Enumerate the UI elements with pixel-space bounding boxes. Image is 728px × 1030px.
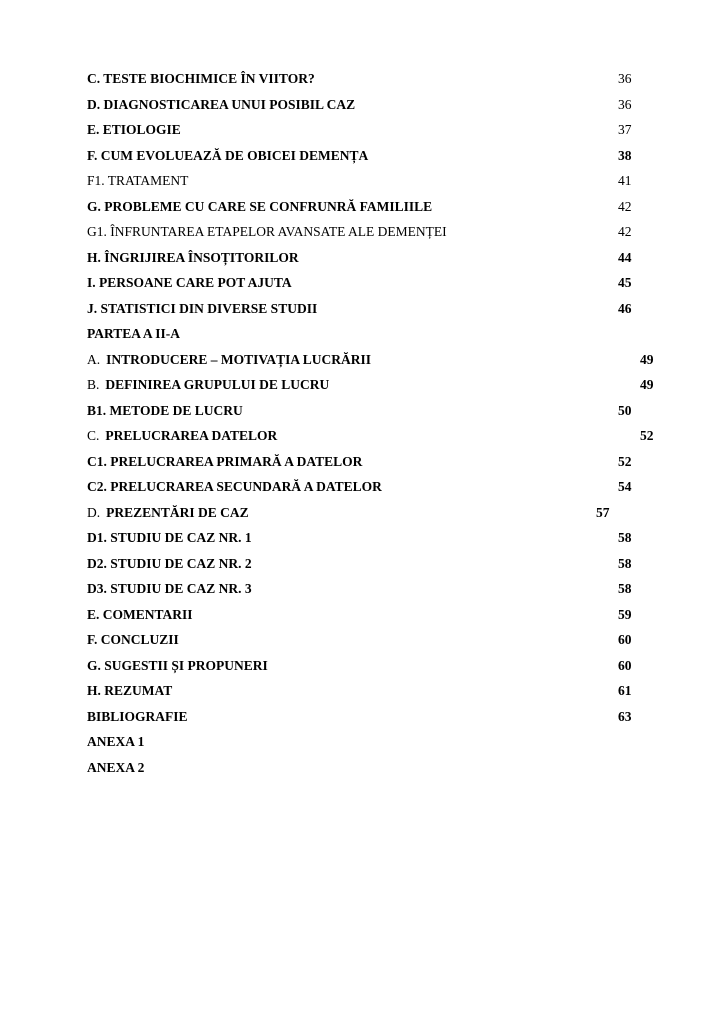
toc-entry: [0, 117, 728, 143]
toc-entry-title: [87, 372, 329, 398]
toc-entry: [0, 653, 728, 679]
toc-entry-page: 59: [618, 606, 632, 622]
toc-entry-text: DEFINIREA GRUPULUI DE LUCRU: [105, 377, 330, 392]
toc-entry: [0, 219, 728, 245]
toc-entry-page: 57: [596, 504, 610, 520]
toc-entry-page: 42: [618, 198, 632, 214]
toc-entry-page: 36: [618, 71, 632, 86]
toc-entry: [0, 270, 728, 296]
toc-entry: [0, 168, 728, 194]
toc-entry-title: D3. STUDIU DE CAZ NR. 3: [87, 581, 252, 596]
toc-entry-letter: C.: [87, 428, 100, 443]
toc-entry-title: ANEXA 1: [87, 734, 145, 749]
toc-entry-title: J. STATISTICI DIN DIVERSE STUDII: [87, 300, 318, 316]
toc-entry-page: 44: [618, 249, 632, 265]
toc-entry-letter: D.: [87, 504, 101, 520]
toc-entry-title: ANEXA 2: [87, 759, 145, 775]
toc-entry: [0, 143, 728, 169]
toc-entry: [0, 602, 728, 628]
toc-entry-page: 38: [618, 147, 632, 163]
toc-entry-title: D1. STUDIU DE CAZ NR. 1: [87, 530, 252, 545]
toc-entry: [0, 449, 728, 475]
toc-entry-title: G. SUGESTII ȘI PROPUNERI: [87, 657, 268, 673]
toc-entry: [0, 423, 728, 449]
toc-entry-page: 42: [618, 224, 632, 239]
toc-entry-page: 52: [618, 453, 632, 469]
toc-entry: [0, 296, 728, 322]
toc-entry-title: [87, 500, 249, 526]
toc-entry-title: G1. ÎNFRUNTAREA ETAPELOR AVANSATE ALE DEMENȚEI: [87, 224, 447, 239]
table-of-contents: [0, 66, 728, 780]
toc-entry: [0, 678, 728, 704]
toc-entry-title: [87, 347, 371, 373]
toc-entry: [0, 474, 728, 500]
toc-entry-title: C1. PRELUCRAREA PRIMARĂ A DATELOR: [87, 453, 363, 469]
toc-entry: [0, 372, 728, 398]
toc-entry-letter: B.: [87, 377, 100, 392]
toc-entry-page: 50: [618, 402, 632, 418]
toc-entry-title: E. COMENTARII: [87, 606, 193, 622]
toc-entry: [0, 729, 728, 755]
toc-entry-page: 63: [618, 708, 632, 724]
toc-entry-page: 60: [618, 657, 632, 673]
toc-entry: [0, 245, 728, 271]
toc-entry-page: 46: [618, 300, 632, 316]
toc-entry-page: 61: [618, 683, 632, 698]
toc-entry-text: PRELUCRAREA DATELOR: [105, 428, 278, 443]
toc-entry: [0, 704, 728, 730]
toc-entry-page: 58: [618, 581, 632, 596]
toc-entry: [0, 755, 728, 781]
toc-entry: [0, 347, 728, 373]
toc-entry-page: 52: [640, 428, 654, 443]
toc-entry-page: 58: [618, 530, 632, 545]
toc-entry-letter: A.: [87, 351, 101, 367]
toc-entry-page: 54: [618, 479, 632, 494]
toc-entry-title: F. CUM EVOLUEAZĂ DE OBICEI DEMENȚA: [87, 147, 369, 163]
toc-entry-title: G. PROBLEME CU CARE SE CONFRUNRĂ FAMILIILE: [87, 198, 433, 214]
toc-entry: [0, 194, 728, 220]
toc-entry-page: 58: [618, 555, 632, 571]
toc-entry: [0, 551, 728, 577]
toc-entry-title: H. REZUMAT: [87, 683, 173, 698]
toc-entry-text: PREZENTĂRI DE CAZ: [106, 504, 249, 520]
toc-entry-page: 37: [618, 122, 632, 137]
toc-entry-title: C. TESTE BIOCHIMICE ÎN VIITOR?: [87, 71, 315, 86]
toc-part-heading: [0, 321, 728, 347]
toc-entry: [0, 576, 728, 602]
toc-entry-title: F1. TRATAMENT: [87, 173, 189, 188]
toc-entry-page: 45: [618, 275, 632, 290]
toc-entry-page: 41: [618, 173, 632, 188]
toc-entry-title: F. CONCLUZII: [87, 632, 179, 647]
toc-entry-text: INTRODUCERE – MOTIVAȚIA LUCRĂRII: [106, 351, 372, 367]
toc-entry-title: C2. PRELUCRAREA SECUNDARĂ A DATELOR: [87, 479, 382, 494]
toc-entry-title: B1. METODE DE LUCRU: [87, 402, 243, 418]
toc-entry-title: [87, 423, 277, 449]
toc-entry: [0, 398, 728, 424]
part-title: PARTEA A II-A: [87, 326, 181, 341]
toc-entry: [0, 66, 728, 92]
toc-entry-page: 49: [640, 351, 654, 367]
toc-entry-title: H. ÎNGRIJIREA ÎNSOȚITORILOR: [87, 249, 299, 265]
toc-entry-title: I. PERSOANE CARE POT AJUTA: [87, 275, 292, 290]
toc-entry-title: D. DIAGNOSTICAREA UNUI POSIBIL CAZ: [87, 96, 356, 112]
toc-entry: [0, 525, 728, 551]
toc-entry-title: E. ETIOLOGIE: [87, 122, 181, 137]
toc-entry-page: 49: [640, 377, 654, 392]
toc-entry-title: D2. STUDIU DE CAZ NR. 2: [87, 555, 252, 571]
toc-entry-title: BIBLIOGRAFIE: [87, 708, 188, 724]
toc-entry: [0, 627, 728, 653]
toc-entry-page: 36: [618, 96, 632, 112]
toc-entry-page: 60: [618, 632, 632, 647]
toc-entry: [0, 500, 728, 526]
toc-entry: [0, 92, 728, 118]
